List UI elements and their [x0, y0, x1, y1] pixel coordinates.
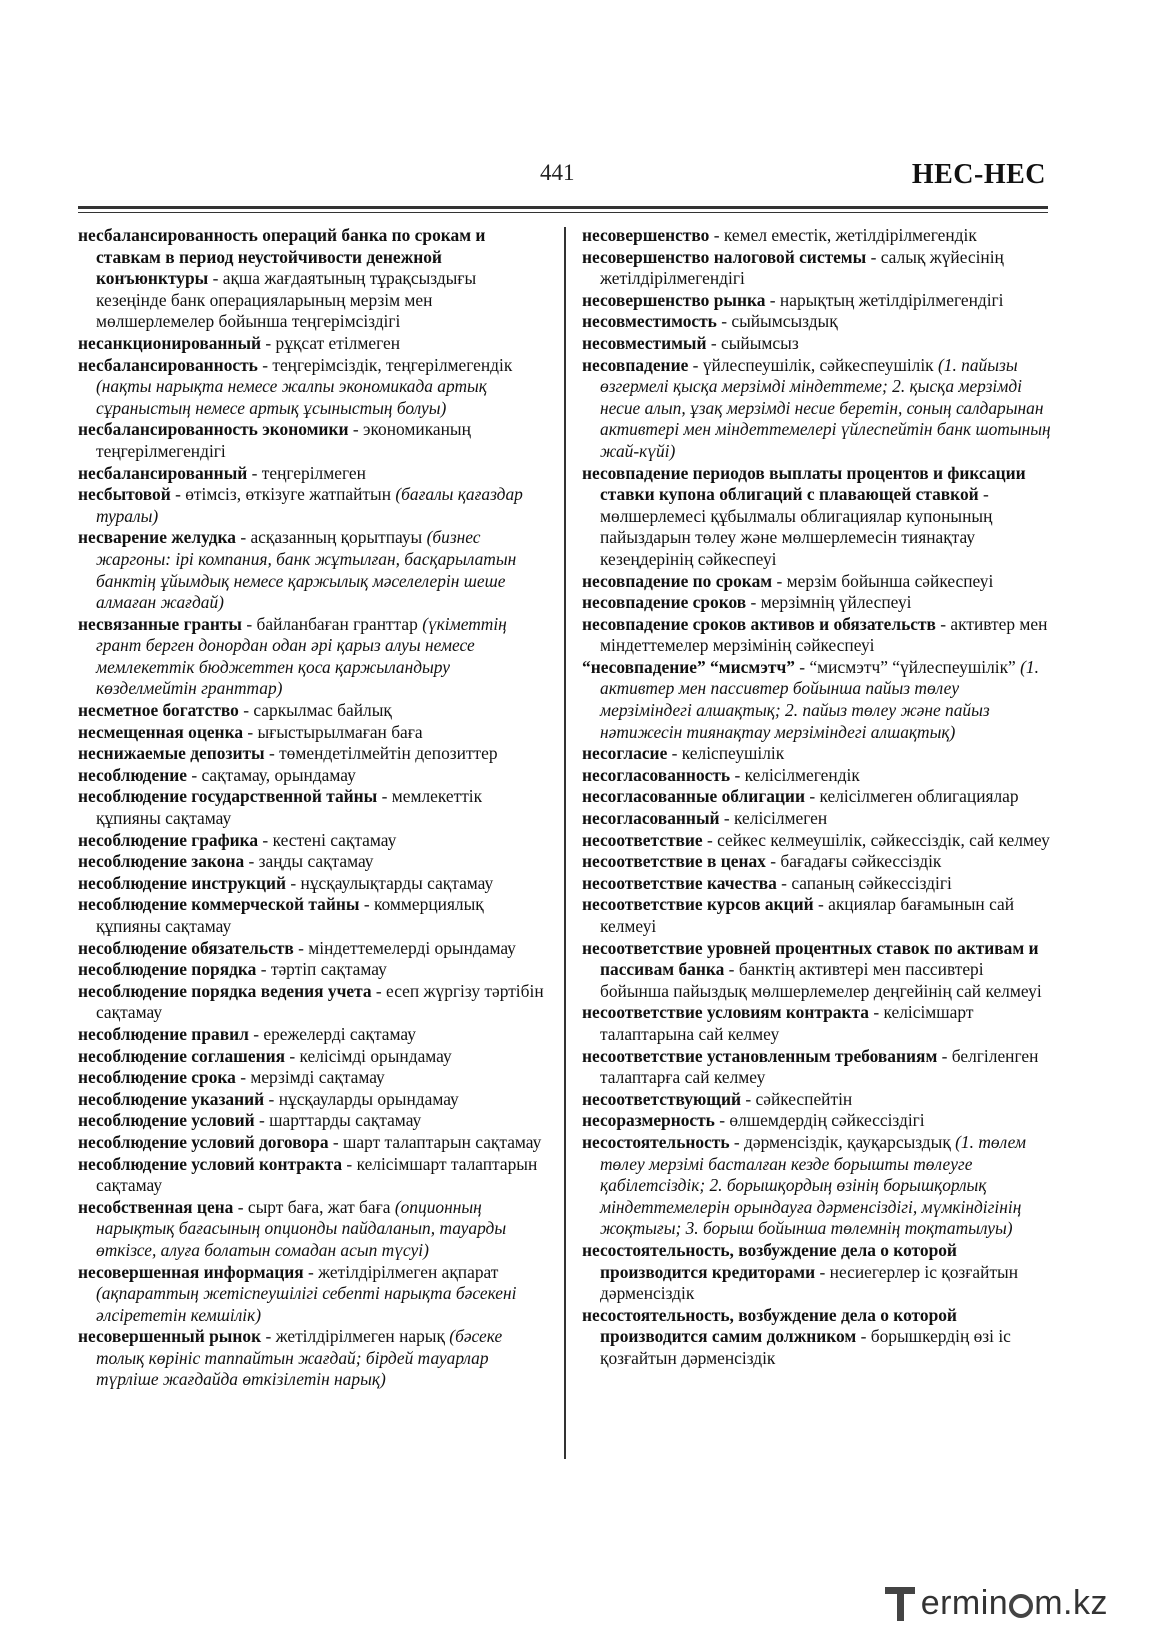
dictionary-entry	[78, 463, 548, 485]
dictionary-entry	[582, 290, 1052, 312]
entry-term: несоблюдение соглашения	[78, 1045, 286, 1066]
dictionary-entry	[78, 1089, 548, 1111]
entry-definition: - бағадағы сәйкессіздік	[765, 851, 942, 872]
dictionary-entry	[582, 851, 1052, 873]
dictionary-entry	[582, 571, 1052, 593]
entry-definition: - асқазанның қорытпауы	[235, 527, 427, 548]
entry-term: несогласованность	[582, 764, 731, 785]
entry-definition: - борышкердің өзі іс қозғайтын дәрменсіздік	[600, 1326, 1011, 1368]
dictionary-entry	[582, 592, 1052, 614]
entry-definition: - теңгерілмеген	[247, 462, 366, 483]
entry-term: неснижаемые депозиты	[78, 743, 265, 764]
entry-term: несбалансированность экономики	[78, 419, 349, 440]
dictionary-entry	[582, 1089, 1052, 1111]
dictionary-entry	[582, 938, 1052, 1003]
dictionary-entry	[582, 1305, 1052, 1370]
entry-definition: - акциялар бағамынын сай келмеуі	[600, 894, 1015, 936]
entry-term: несобственная цена	[78, 1196, 234, 1217]
entry-term: несовершенная информация	[78, 1261, 304, 1282]
dictionary-entry	[78, 527, 548, 613]
entry-term: несостоятельность, возбуждение дела о которой производится кредиторами	[582, 1239, 957, 1282]
entry-term: несанкционированный	[78, 332, 262, 353]
entry-term: “несовпадение” “мисмэтч”	[582, 656, 795, 677]
entry-note: (1. активтер мен пассивтер бойынша пайыз төлеу мерзіміндегі алшақтық; 2. пайыз төлеу және пайыз нәтижесін тиянақтау мерзіміндегі алшақтық)	[600, 656, 1039, 742]
dictionary-entry	[78, 851, 548, 873]
left-column	[78, 225, 548, 1391]
entry-definition: - келісімшарт талаптарын сақтамау	[96, 1153, 538, 1196]
t-logo-icon	[885, 1585, 919, 1623]
dictionary-entry	[582, 873, 1052, 895]
dictionary-entry	[582, 614, 1052, 657]
dictionary-entry	[582, 225, 1052, 247]
entry-note: (нақты нарықта немесе жалпы экономикада артық сұраныстың немесе артық ұсыныстың болуы)	[96, 376, 487, 418]
dictionary-entry	[78, 419, 548, 462]
entry-definition: - мөлшерлемесі құбылмалы облигациялар купонының пайыздарын төлеу және мөлшерлемесін тиянақтау кезеңдерінің сәйкеспеуі	[600, 484, 993, 569]
entry-term: несовершенство налоговой системы	[582, 246, 867, 267]
entry-definition: - нарықтың жетілдірілмегендігі	[765, 289, 1004, 310]
dictionary-entry	[78, 1197, 548, 1262]
entry-term: несоблюдение указаний	[78, 1088, 265, 1109]
watermark-logo	[885, 1584, 1108, 1623]
dictionary-entry	[78, 959, 548, 981]
dictionary-entry	[582, 355, 1052, 463]
dictionary-entry	[78, 355, 548, 420]
dictionary-entry	[582, 786, 1052, 808]
dictionary-entry	[582, 311, 1052, 333]
dictionary-entry	[78, 722, 548, 744]
entry-term: несогласованные облигации	[582, 786, 805, 807]
entry-note: (бәсеке толық көрініс таппайтын жағдай; бірдей тауарлар түрліше жағдайда өткізілетін нарық)	[96, 1326, 503, 1390]
entry-term: несовершенный рынок	[78, 1326, 262, 1347]
entry-term: несовпадение сроков	[582, 592, 747, 613]
dictionary-entry	[582, 463, 1052, 571]
dictionary-entry	[78, 1262, 548, 1327]
dictionary-entry	[78, 830, 548, 852]
dictionary-entry	[78, 1110, 548, 1132]
entry-term: несоблюдение коммерческой тайны	[78, 894, 360, 915]
entry-term: несварение желудка	[78, 527, 236, 548]
entry-definition: - коммерциялық құпияны сақтамау	[96, 894, 484, 936]
entry-term: несоблюдение инструкций	[78, 872, 287, 893]
entry-term: несовпадение	[582, 354, 689, 375]
entry-note: (ақпараттың жетіспеушілігі себепті нарықта бәсекені әлсірететін кемшілік)	[96, 1283, 517, 1325]
entry-definition: - саркылмас байлық	[238, 700, 392, 721]
dictionary-entry	[582, 333, 1052, 355]
entry-definition: - өтімсіз, өткізуге жатпайтын	[170, 484, 396, 505]
entry-note: (1. пайызы өзгермелі қысқа мерзімді міндеттеме; 2. қысқа мерзімді несие алып, ұзақ мерзімді несие беретін, соның салдарынан активтері мен міндеттемелері үйлеспейтін банк шотының жай-күйі)	[600, 354, 1051, 461]
dictionary-entry	[582, 1240, 1052, 1305]
dictionary-entry	[78, 1067, 548, 1089]
page-title: НЕС-НЕС	[911, 159, 1046, 190]
entry-term: несоблюдение порядка ведения учета	[78, 980, 372, 1001]
entry-term: несогласие	[582, 743, 668, 764]
entry-term: несоответствие курсов акций	[582, 894, 814, 915]
entry-definition: - экономиканың теңгерілмегендігі	[96, 419, 471, 461]
entry-definition: - тәртіп сақтамау	[256, 959, 387, 980]
dictionary-entry	[78, 700, 548, 722]
entry-definition: - активтер мен міндеттемелер мерзімінің сәйкеспеуі	[600, 613, 1048, 656]
entry-definition: - ережелерді сақтамау	[248, 1023, 416, 1044]
entry-definition: - өлшемдердің сәйкессіздігі	[714, 1110, 925, 1131]
entry-definition: - кестені сақтамау	[258, 829, 397, 850]
entry-term: несовместимость	[582, 311, 717, 332]
entry-definition: - келісілмеген	[719, 808, 828, 829]
entry-definition: - сыйымсыз	[706, 332, 799, 353]
entry-term: несоблюдение обязательств	[78, 937, 294, 958]
entry-definition: - ығыстырылмаған баға	[243, 721, 423, 742]
entry-note: (бизнес жаргоны: ірі компания, банк жұтылған, басқарылатын банктің ұйымдық немесе қаржылық мәселелерін шеше алмаған жағдай)	[96, 527, 517, 613]
entry-term: несостоятельность	[582, 1131, 730, 1152]
entry-term: несоразмерность	[582, 1110, 715, 1131]
entry-term: несоблюдение правил	[78, 1023, 249, 1044]
entry-definition: - келісімді орындамау	[285, 1045, 452, 1066]
dictionary-entry	[78, 1024, 548, 1046]
dictionary-entry	[582, 894, 1052, 937]
watermark-text-a: ermin	[920, 1584, 1009, 1622]
entry-term: несоблюдение условий договора	[78, 1131, 329, 1152]
entry-definition: - салық жүйесінің жетілдірілмегендігі	[600, 246, 1004, 289]
entry-term: несбалансированный	[78, 462, 248, 483]
entry-definition: - міндеттемелерді орындамау	[293, 937, 516, 958]
entry-term: несбалансированность операций банка по срокам и ставкам в период неустойчивости денежной конъюнктуры	[78, 225, 486, 289]
entry-term: несовершенство рынка	[582, 289, 766, 310]
entry-term: несоблюдение	[78, 764, 187, 785]
entry-note: (бағалы қағаздар туралы)	[96, 484, 523, 526]
entry-term: несоблюдение срока	[78, 1067, 236, 1088]
entry-definition: - банктің активтері мен пассивтері бойынша пайыздық мөлшерлемелер деңгейінің сай келмеуі	[600, 959, 1042, 1001]
entry-term: несбалансированность	[78, 354, 258, 375]
entry-definition: - шарттарды сақтамау	[254, 1110, 422, 1131]
entry-definition: - нұсқауларды орындамау	[264, 1088, 459, 1109]
dictionary-entry	[582, 1132, 1052, 1240]
dictionary-entry	[582, 657, 1052, 743]
dictionary-entry	[582, 808, 1052, 830]
entry-term: несоответствие условиям контракта	[582, 1002, 869, 1023]
entry-definition: - теңгерімсіздік, теңгерілмегендік	[257, 354, 513, 375]
entry-term: несоответствующий	[582, 1088, 742, 1109]
entry-definition: - сәйкеспейтін	[741, 1088, 853, 1109]
entry-term: несоблюдение графика	[78, 829, 259, 850]
entry-term: несметное богатство	[78, 700, 239, 721]
entry-definition: - жетілдірілмеген ақпарат	[303, 1261, 499, 1282]
entry-term: несостоятельность, возбуждение дела о которой производится самим должником	[582, 1304, 957, 1347]
entry-definition: - келісілмегендік	[730, 764, 860, 785]
entry-definition: - сырт баға, жат баға	[233, 1196, 395, 1217]
dictionary-entry	[78, 225, 548, 333]
entry-term: несоблюдение государственной тайны	[78, 786, 378, 807]
dictionary-entry	[78, 333, 548, 355]
dictionary-entry	[78, 484, 548, 527]
entry-term: несоблюдение условий	[78, 1110, 255, 1131]
entry-definition: - келісілмеген облигациялар	[804, 786, 1019, 807]
entry-term: несоответствие качества	[582, 872, 777, 893]
entry-term: несвязанные гранты	[78, 613, 243, 634]
dictionary-entry	[78, 1132, 548, 1154]
entry-term: несогласованный	[582, 808, 720, 829]
dictionary-entry	[78, 894, 548, 937]
entry-definition: - сапаның сәйкессіздігі	[776, 872, 952, 893]
entry-definition: - үйлеспеушілік, сәйкеспеушілік	[688, 354, 938, 375]
dictionary-entry	[78, 614, 548, 700]
entry-definition: - мерзімді сақтамау	[235, 1067, 385, 1088]
dictionary-entry	[582, 1002, 1052, 1045]
entry-note: (1. төлем төлеу мерзімі басталған кезде борышты төлеуге қабілетсіздік; 2. борышқордың өзінің борышқорлық міндеттемелерін орындауға дәрменсіздігі, мүмкіндігінің жоқтығы; 3. борыш бойынша төлемнің тоқтатылуы)	[600, 1131, 1026, 1239]
dictionary-entry	[582, 830, 1052, 852]
dictionary-entry	[78, 1046, 548, 1068]
entry-definition: - байланбаған гранттар	[242, 613, 423, 634]
dictionary-entry	[582, 247, 1052, 290]
entry-definition: - сейкес келмеушілік, сәйкессіздік, сай келмеу	[702, 829, 1050, 850]
entry-definition: - келіспеушілік	[667, 743, 785, 764]
entry-definition: - заңды сақтамау	[244, 851, 374, 872]
dictionary-entry	[78, 786, 548, 829]
entry-definition: - несиегерлер іс қозғайтын дәрменсіздік	[600, 1261, 1019, 1304]
entry-term: несовпадение по срокам	[582, 570, 773, 591]
entry-definition: - сақтамау, орындамау	[186, 764, 356, 785]
dictionary-entry	[582, 743, 1052, 765]
dictionary-entry	[582, 1110, 1052, 1132]
dictionary-entry	[582, 765, 1052, 787]
entry-definition: - мерзім бойынша сәйкеспеуі	[772, 570, 994, 591]
dictionary-entry	[78, 1326, 548, 1391]
dictionary-entry	[78, 765, 548, 787]
entry-term: несовпадение периодов выплаты процентов и фиксации ставки купона облигаций с плавающей ставкой	[582, 462, 1026, 505]
entry-term: несовпадение сроков активов и обязательств	[582, 613, 936, 634]
dictionary-entry	[78, 743, 548, 765]
entry-term: несоответствие установленным требованиям	[582, 1045, 938, 1066]
watermark-text-b: m.kz	[1034, 1584, 1108, 1622]
entry-definition: - есеп жүргізу тәртібін сақтамау	[96, 980, 544, 1023]
dictionary-entry	[582, 1046, 1052, 1089]
dictionary-entry	[78, 981, 548, 1024]
entry-term: несоответствие	[582, 829, 703, 850]
entry-definition: - нұсқаулықтарды сақтамау	[286, 872, 494, 893]
entry-term: несоблюдение закона	[78, 851, 245, 872]
entry-definition: - шарт талаптарын сақтамау	[328, 1131, 542, 1152]
entry-term: несовместимый	[582, 332, 707, 353]
column-divider	[564, 227, 566, 1459]
entry-term: несоблюдение порядка	[78, 959, 257, 980]
entry-definition: - мемлекеттік құпияны сақтамау	[96, 786, 483, 829]
entry-term: несоответствие уровней процентных ставок по активам и пассивам банка	[582, 937, 1039, 980]
dictionary-entry	[78, 873, 548, 895]
entry-definition: - кемел еместік, жетілдірілмегендік	[709, 225, 977, 245]
entry-term: несовершенство	[582, 225, 710, 245]
circle-logo-icon	[1009, 1594, 1033, 1618]
entry-term: несбытовой	[78, 484, 171, 505]
right-column	[582, 225, 1052, 1369]
entry-term: несоответствие в ценах	[582, 851, 766, 872]
entry-definition: - рұқсат етілмеген	[261, 332, 401, 353]
entry-definition: - келісімшарт талаптарына сай келмеу	[600, 1002, 974, 1044]
entry-definition: - ақша жағдаятының тұрақсыздығы кезеңінде банк операцияларының мерзім мен мөлшерлемелер бойынша теңгерімсіздігі	[96, 268, 477, 332]
entry-term: несоблюдение условий контракта	[78, 1153, 343, 1174]
dictionary-entry	[78, 1154, 548, 1197]
entry-term: несмещенная оценка	[78, 721, 244, 742]
entry-definition: - “мисмэтч” “үйлеспеушілік”	[794, 656, 1021, 677]
dictionary-entry	[78, 938, 548, 960]
page-number: 441	[540, 160, 575, 185]
entry-definition: - жетілдірілмеген нарық	[261, 1326, 450, 1347]
entry-definition: - төмендетілмейтін депозиттер	[264, 743, 498, 764]
entry-definition: - сыйымсыздық	[716, 311, 838, 332]
entry-definition: - белгіленген талаптарға сай келмеу	[600, 1045, 1039, 1088]
entry-definition: - мерзімнің үйлеспеуі	[746, 592, 912, 613]
entry-note: (опционның нарықтық бағасының опционды пайдаланып, тауарды өткізсе, алуға болатын сомадан асып түсуі)	[96, 1196, 507, 1260]
entry-definition: - дәрменсіздік, қауқарсыздық	[729, 1131, 956, 1152]
header-rule-thin	[78, 212, 1048, 213]
entry-note: (үкіметтің грант берген донордан одан әрі қарыз алуы немесе мемлекеттік бюджеттен қоса қаржыландыру көзделмейтін гранттар)	[96, 613, 507, 699]
header-rule	[78, 206, 1048, 209]
